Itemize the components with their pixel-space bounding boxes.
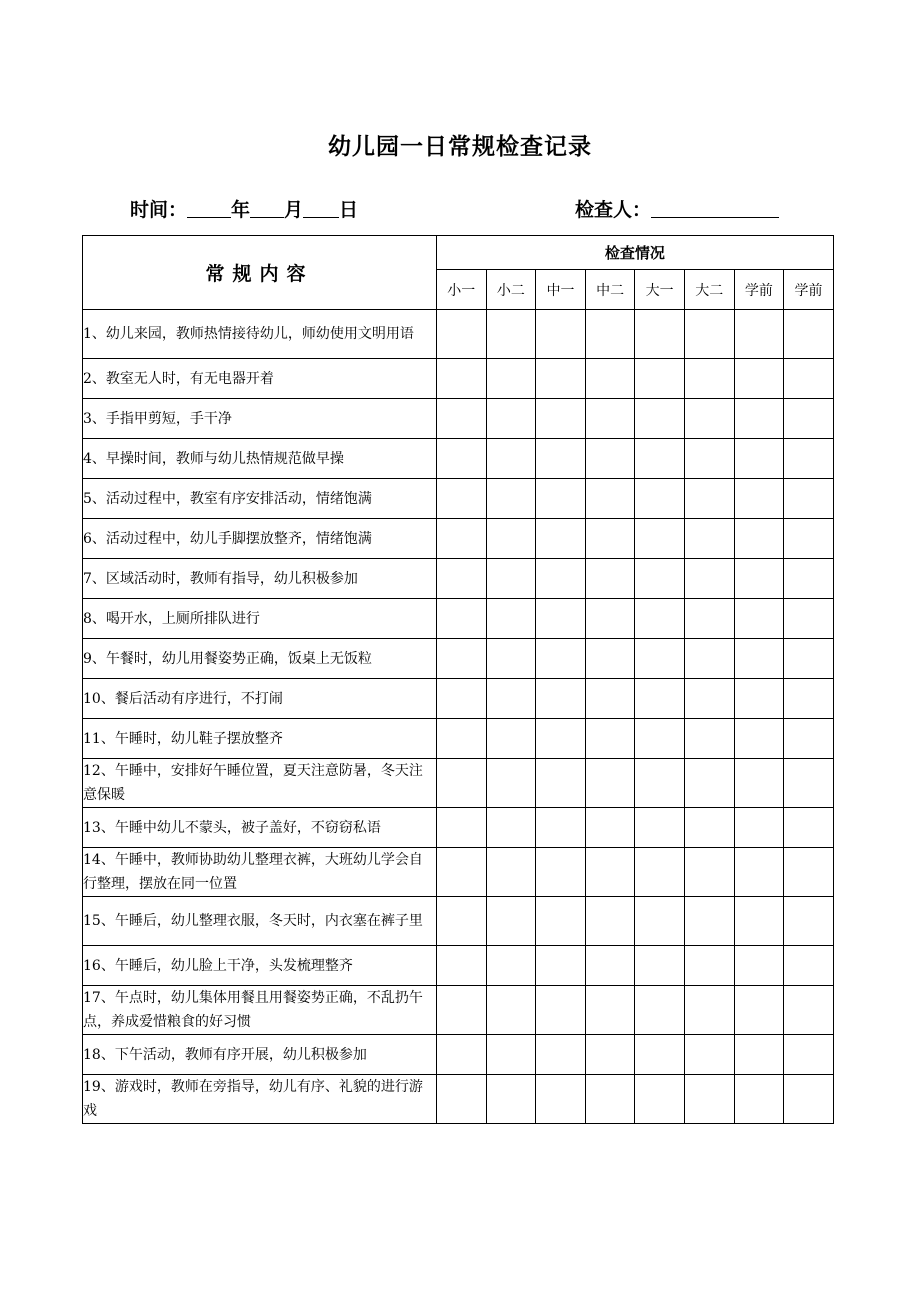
check-cell[interactable]: [734, 808, 784, 848]
check-cell[interactable]: [486, 1035, 536, 1075]
check-cell[interactable]: [437, 359, 487, 399]
check-cell[interactable]: [635, 1035, 685, 1075]
check-cell[interactable]: [684, 599, 734, 639]
check-cell[interactable]: [536, 946, 586, 986]
item-content: 9、午餐时，幼儿用餐姿势正确，饭桌上无饭粒: [83, 639, 437, 679]
check-cell[interactable]: [734, 559, 784, 599]
check-cell[interactable]: [784, 599, 834, 639]
check-cell[interactable]: [437, 946, 487, 986]
inspector-line: [575, 195, 779, 222]
check-cell[interactable]: [684, 1075, 734, 1124]
item-content: 12、午睡中，安排好午睡位置，夏天注意防暑，冬天注意保暖: [83, 759, 437, 808]
check-cell[interactable]: [486, 759, 536, 808]
check-cell[interactable]: [635, 848, 685, 897]
check-cell[interactable]: [784, 848, 834, 897]
item-content: 6、活动过程中，幼儿手脚摆放整齐，情绪饱满: [83, 519, 437, 559]
table-row: [83, 848, 834, 897]
table-row: [83, 759, 834, 808]
item-content: 1、幼儿来园，教师热情接待幼儿，师幼使用文明用语: [83, 310, 437, 359]
check-cell[interactable]: [635, 399, 685, 439]
check-cell[interactable]: [437, 639, 487, 679]
month-label: 月: [284, 199, 304, 221]
check-cell[interactable]: [536, 599, 586, 639]
check-cell[interactable]: [734, 1035, 784, 1075]
check-cell[interactable]: [437, 759, 487, 808]
check-cell[interactable]: [734, 1075, 784, 1124]
check-cell[interactable]: [684, 759, 734, 808]
item-content: 11、午睡时，幼儿鞋子摆放整齐: [83, 719, 437, 759]
check-cell[interactable]: [585, 439, 635, 479]
class-header: 学前: [784, 270, 834, 310]
check-cell[interactable]: [784, 897, 834, 946]
check-cell[interactable]: [684, 946, 734, 986]
check-cell[interactable]: [536, 897, 586, 946]
check-cell[interactable]: [734, 986, 784, 1035]
item-content: 16、午睡后，幼儿脸上干净，头发梳理整齐: [83, 946, 437, 986]
item-content: 19、游戏时，教师在旁指导，幼儿有序、礼貌的进行游戏: [83, 1075, 437, 1124]
table-row: [83, 439, 834, 479]
check-cell[interactable]: [734, 479, 784, 519]
check-cell[interactable]: [585, 639, 635, 679]
day-blank: [303, 197, 339, 218]
table-row: [83, 639, 834, 679]
table-row: [83, 1075, 834, 1124]
check-cell[interactable]: [536, 759, 586, 808]
check-cell[interactable]: [437, 986, 487, 1035]
item-content: 13、午睡中幼儿不蒙头，被子盖好，不窃窃私语: [83, 808, 437, 848]
check-cell[interactable]: [536, 359, 586, 399]
check-cell[interactable]: [635, 519, 685, 559]
check-cell[interactable]: [684, 310, 734, 359]
check-cell[interactable]: [585, 986, 635, 1035]
check-cell[interactable]: [536, 310, 586, 359]
table-row: [83, 519, 834, 559]
check-cell[interactable]: [635, 359, 685, 399]
check-cell[interactable]: [536, 808, 586, 848]
item-content: 17、午点时，幼儿集体用餐且用餐姿势正确，不乱扔午点，养成爱惜粮食的好习惯: [83, 986, 437, 1035]
check-cell[interactable]: [734, 759, 784, 808]
check-cell[interactable]: [734, 519, 784, 559]
table-row: [83, 479, 834, 519]
check-cell[interactable]: [684, 986, 734, 1035]
check-cell[interactable]: [635, 1075, 685, 1124]
check-cell[interactable]: [784, 310, 834, 359]
check-cell[interactable]: [585, 848, 635, 897]
check-cell[interactable]: [486, 897, 536, 946]
check-cell[interactable]: [784, 1075, 834, 1124]
check-cell[interactable]: [536, 1035, 586, 1075]
check-cell[interactable]: [635, 439, 685, 479]
item-content: 4、早操时间，教师与幼儿热情规范做早操: [83, 439, 437, 479]
table-row: [83, 359, 834, 399]
check-cell[interactable]: [585, 759, 635, 808]
item-content: 5、活动过程中，教室有序安排活动，情绪饱满: [83, 479, 437, 519]
check-cell[interactable]: [635, 559, 685, 599]
check-cell[interactable]: [784, 808, 834, 848]
check-cell[interactable]: [437, 897, 487, 946]
check-cell[interactable]: [684, 639, 734, 679]
check-cell[interactable]: [585, 559, 635, 599]
check-cell[interactable]: [585, 1035, 635, 1075]
check-cell[interactable]: [784, 986, 834, 1035]
check-cell[interactable]: [734, 679, 784, 719]
check-cell[interactable]: [734, 399, 784, 439]
check-cell[interactable]: [784, 359, 834, 399]
table-row: [83, 719, 834, 759]
check-cell[interactable]: [536, 679, 586, 719]
table-row: [83, 599, 834, 639]
month-blank: [250, 197, 284, 218]
check-cell[interactable]: [585, 679, 635, 719]
check-cell[interactable]: [784, 559, 834, 599]
check-cell[interactable]: [635, 479, 685, 519]
class-header: 中二: [585, 270, 635, 310]
check-cell[interactable]: [536, 399, 586, 439]
check-cell[interactable]: [585, 946, 635, 986]
document-title: 幼儿园一日常规检查记录: [328, 134, 592, 160]
check-cell[interactable]: [536, 479, 586, 519]
check-cell[interactable]: [536, 1075, 586, 1124]
check-cell[interactable]: [784, 759, 834, 808]
check-cell[interactable]: [536, 519, 586, 559]
check-cell[interactable]: [437, 439, 487, 479]
check-cell[interactable]: [784, 679, 834, 719]
check-cell[interactable]: [437, 599, 487, 639]
check-cell[interactable]: [635, 808, 685, 848]
table-row: [83, 559, 834, 599]
check-cell[interactable]: [536, 986, 586, 1035]
check-cell[interactable]: [784, 1035, 834, 1075]
check-cell[interactable]: [486, 439, 536, 479]
table-row: [83, 399, 834, 439]
check-cell[interactable]: [437, 559, 487, 599]
check-cell[interactable]: [585, 1075, 635, 1124]
inspector-label: 检查人：: [575, 199, 652, 221]
table-row: [83, 310, 834, 359]
check-cell[interactable]: [635, 639, 685, 679]
table-row: [83, 808, 834, 848]
check-cell[interactable]: [437, 1075, 487, 1124]
item-content: 8、喝开水，上厕所排队进行: [83, 599, 437, 639]
check-cell[interactable]: [734, 359, 784, 399]
check-cell[interactable]: [784, 399, 834, 439]
item-content: 3、手指甲剪短，手干净: [83, 399, 437, 439]
table-row: [83, 679, 834, 719]
year-label: 年: [231, 199, 251, 221]
class-header: 学前: [734, 270, 784, 310]
check-cell[interactable]: [734, 848, 784, 897]
day-label: 日: [339, 199, 359, 221]
check-cell[interactable]: [536, 559, 586, 599]
check-cell[interactable]: [585, 808, 635, 848]
check-cell[interactable]: [437, 479, 487, 519]
check-cell[interactable]: [437, 719, 487, 759]
check-cell[interactable]: [684, 559, 734, 599]
content-header: 常规内容: [83, 236, 437, 310]
class-header: 小一: [437, 270, 487, 310]
check-cell[interactable]: [437, 1035, 487, 1075]
check-cell[interactable]: [684, 897, 734, 946]
check-cell[interactable]: [437, 848, 487, 897]
check-cell[interactable]: [684, 479, 734, 519]
check-cell[interactable]: [486, 639, 536, 679]
item-content: 15、午睡后，幼儿整理衣服，冬天时，内衣塞在裤子里: [83, 897, 437, 946]
check-cell[interactable]: [486, 310, 536, 359]
check-cell[interactable]: [734, 439, 784, 479]
inspector-blank: [651, 197, 779, 218]
check-cell[interactable]: [585, 719, 635, 759]
check-cell[interactable]: [486, 599, 536, 639]
check-cell[interactable]: [486, 848, 536, 897]
check-cell[interactable]: [536, 719, 586, 759]
check-cell[interactable]: [585, 479, 635, 519]
check-cell[interactable]: [635, 679, 685, 719]
check-cell[interactable]: [635, 897, 685, 946]
check-cell[interactable]: [684, 1035, 734, 1075]
check-cell[interactable]: [684, 679, 734, 719]
check-cell[interactable]: [734, 946, 784, 986]
check-cell[interactable]: [486, 399, 536, 439]
check-cell[interactable]: [486, 359, 536, 399]
check-cell[interactable]: [486, 559, 536, 599]
check-cell[interactable]: [486, 519, 536, 559]
check-cell[interactable]: [784, 719, 834, 759]
check-cell[interactable]: [437, 310, 487, 359]
check-cell[interactable]: [585, 519, 635, 559]
item-content: 18、下午活动，教师有序开展，幼儿积极参加: [83, 1035, 437, 1075]
item-content: 14、午睡中，教师协助幼儿整理衣裤，大班幼儿学会自行整理，摆放在同一位置: [83, 848, 437, 897]
check-cell[interactable]: [684, 808, 734, 848]
table-row: [83, 1035, 834, 1075]
check-cell[interactable]: [734, 639, 784, 679]
check-cell[interactable]: [585, 310, 635, 359]
check-cell[interactable]: [486, 719, 536, 759]
check-cell[interactable]: [437, 808, 487, 848]
item-content: 2、教室无人时，有无电器开着: [83, 359, 437, 399]
check-cell[interactable]: [784, 519, 834, 559]
item-content: 10、餐后活动有序进行，不打闹: [83, 679, 437, 719]
table-row: [83, 986, 834, 1035]
check-cell[interactable]: [684, 399, 734, 439]
check-cell[interactable]: [684, 519, 734, 559]
check-cell[interactable]: [635, 946, 685, 986]
check-cell[interactable]: [486, 479, 536, 519]
date-line: [130, 195, 358, 222]
check-cell[interactable]: [585, 399, 635, 439]
table-row: [83, 946, 834, 986]
check-cell[interactable]: [437, 679, 487, 719]
check-cell[interactable]: [684, 439, 734, 479]
check-cell[interactable]: [437, 399, 487, 439]
check-cell[interactable]: [635, 986, 685, 1035]
check-cell[interactable]: [486, 946, 536, 986]
check-cell[interactable]: [684, 719, 734, 759]
table-row: [83, 897, 834, 946]
check-cell[interactable]: [734, 599, 784, 639]
inspection-table: [82, 235, 834, 1124]
check-cell[interactable]: [784, 439, 834, 479]
check-cell[interactable]: [635, 759, 685, 808]
check-cell[interactable]: [684, 848, 734, 897]
check-cell[interactable]: [784, 479, 834, 519]
check-cell[interactable]: [635, 599, 685, 639]
check-cell[interactable]: [536, 639, 586, 679]
check-cell[interactable]: [486, 808, 536, 848]
class-header: 中一: [536, 270, 586, 310]
item-content: 7、区域活动时，教师有指导，幼儿积极参加: [83, 559, 437, 599]
check-cell[interactable]: [536, 439, 586, 479]
check-cell[interactable]: [437, 519, 487, 559]
class-header: 小二: [486, 270, 536, 310]
check-cell[interactable]: [635, 719, 685, 759]
check-cell[interactable]: [784, 946, 834, 986]
class-header: 大一: [635, 270, 685, 310]
check-cell[interactable]: [486, 1075, 536, 1124]
check-cell[interactable]: [486, 679, 536, 719]
time-label: 时间：: [130, 199, 188, 221]
check-cell[interactable]: [734, 897, 784, 946]
check-header: 检查情况: [437, 236, 834, 270]
check-cell[interactable]: [684, 359, 734, 399]
check-cell[interactable]: [734, 719, 784, 759]
check-cell[interactable]: [585, 359, 635, 399]
check-cell[interactable]: [585, 599, 635, 639]
check-cell[interactable]: [734, 310, 784, 359]
check-cell[interactable]: [486, 986, 536, 1035]
check-cell[interactable]: [784, 639, 834, 679]
check-cell[interactable]: [536, 848, 586, 897]
check-cell[interactable]: [635, 310, 685, 359]
check-cell[interactable]: [585, 897, 635, 946]
year-blank: [187, 197, 231, 218]
class-header: 大二: [684, 270, 734, 310]
item-rows: [83, 310, 834, 1124]
